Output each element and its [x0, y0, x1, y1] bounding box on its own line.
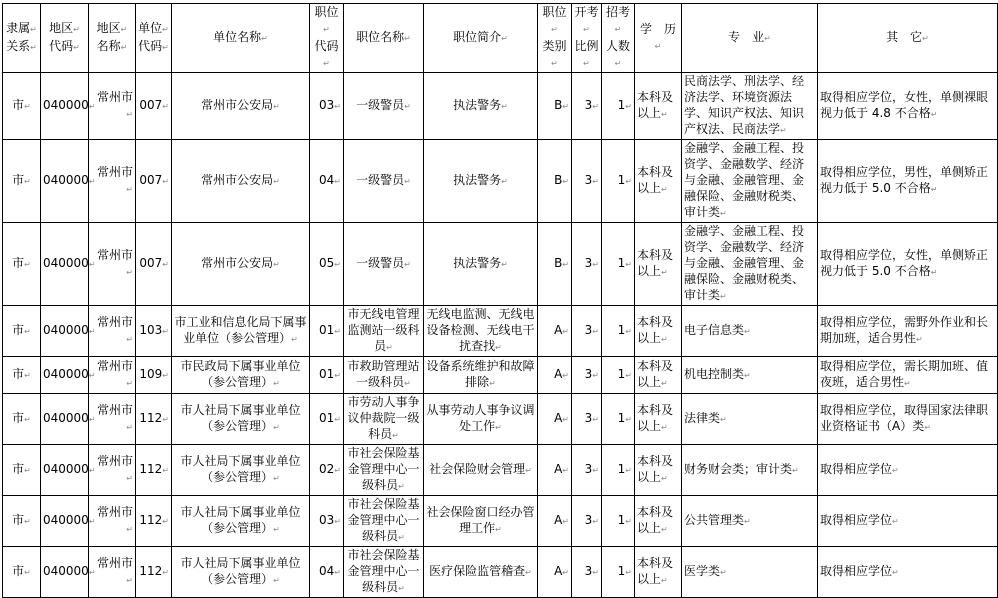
cell-position-brief: 执法警务↵ [424, 223, 538, 306]
cell-position-category: A↵ [538, 394, 572, 445]
header-position-name: 职位名称↵ [344, 4, 424, 73]
cell-other: 取得相应学位，需野外作业和长期加班，适合男性↵ [818, 306, 998, 357]
cell-exam-ratio: 3↵ [572, 445, 602, 496]
cell-unit-name: 市人社局下属事业单位（参公管理）↵ [172, 547, 310, 598]
cell-exam-ratio: 3↵ [572, 73, 602, 140]
cell-position-category: A↵ [538, 357, 572, 394]
cell-unit-name: 市民政局下属事业单位（参公管理）↵ [172, 357, 310, 394]
cell-education: 本科及以上↵ [635, 306, 682, 357]
cell-unit-name: 市人社局下属事业单位（参公管理）↵ [172, 445, 310, 496]
cell-unit-name: 常州市公安局↵ [172, 223, 310, 306]
header-unit-code: 单位↵ 代码↵ [136, 4, 172, 73]
cell-region-code: 040000↵ [41, 547, 89, 598]
cell-region-code: 040000↵ [41, 223, 89, 306]
cell-region-name: 常州市↵ [89, 445, 136, 496]
table-row [3, 306, 998, 357]
cell-position-category: A↵ [538, 306, 572, 357]
cell-region-name: 常州市↵ [89, 547, 136, 598]
cell-affiliation: 市↵ [3, 496, 41, 547]
cell-other: 取得相应学位，需长期加班、值夜班，适合男性↵ [818, 357, 998, 394]
cell-education: 本科及以上↵ [635, 445, 682, 496]
header-hire-count: 招考↵ 人数↵ [602, 4, 635, 73]
cell-region-code: 040000↵ [41, 140, 89, 223]
cell-hire-count: 1↵ [602, 140, 635, 223]
cell-position-code: 05↵ [310, 223, 344, 306]
cell-affiliation: 市↵ [3, 223, 41, 306]
cell-exam-ratio: 3↵ [572, 496, 602, 547]
cell-position-code: 03↵ [310, 73, 344, 140]
cell-region-code: 040000↵ [41, 394, 89, 445]
cell-unit-code: 112↵ [136, 445, 172, 496]
cell-unit-name: 市人社局下属事业单位（参公管理）↵ [172, 394, 310, 445]
cell-unit-code: 109↵ [136, 357, 172, 394]
cell-education: 本科及以上↵ [635, 496, 682, 547]
cell-position-name: 市社会保险基金管理中心一级科员↵ [344, 445, 424, 496]
cell-unit-name: 常州市公安局↵ [172, 140, 310, 223]
table-row [3, 223, 998, 306]
cell-unit-code: 007↵ [136, 223, 172, 306]
cell-region-name: 常州市↵ [89, 73, 136, 140]
cell-other: 取得相应学位，取得国家法律职业资格证书（A）类↵ [818, 394, 998, 445]
cell-unit-code: 112↵ [136, 547, 172, 598]
header-region-code: 地区↵ 代码↵ [41, 4, 89, 73]
cell-position-name: 一级警员↵ [344, 140, 424, 223]
cell-position-brief: 设备系统维护和故障排除↵ [424, 357, 538, 394]
cell-major: 公共管理类↵ [682, 496, 818, 547]
cell-major: 金融学、金融工程、投资学、金融数学、经济与金融、金融管理、金融保险、金融财税类、审计类↵ [682, 223, 818, 306]
cell-affiliation: 市↵ [3, 445, 41, 496]
cell-major: 法律类↵ [682, 394, 818, 445]
table-row [3, 73, 998, 140]
cell-position-code: 02↵ [310, 445, 344, 496]
cell-other: 取得相应学位↵ [818, 445, 998, 496]
header-position-category: 职位↵ 类别↵ [538, 4, 572, 73]
table-row [3, 140, 998, 223]
cell-major: 机电控制类↵ [682, 357, 818, 394]
header-position-brief: 职位简介↵ [424, 4, 538, 73]
table-row [3, 547, 998, 598]
cell-major: 金融学、金融工程、投资学、金融数学、经济与金融、金融管理、金融保险、金融财税类、审计类↵ [682, 140, 818, 223]
header-region-name: 地区↵ 名称↵ [89, 4, 136, 73]
cell-exam-ratio: 3↵ [572, 357, 602, 394]
header-other: 其 它↵ [818, 4, 998, 73]
cell-affiliation: 市↵ [3, 140, 41, 223]
cell-position-category: B↵ [538, 140, 572, 223]
cell-unit-code: 007↵ [136, 73, 172, 140]
cell-position-name: 市救助管理站一级科员↵ [344, 357, 424, 394]
header-exam-ratio: 开考↵ 比例↵ [572, 4, 602, 73]
cell-position-code: 04↵ [310, 140, 344, 223]
cell-hire-count: 1↵ [602, 496, 635, 547]
cell-hire-count: 1↵ [602, 394, 635, 445]
cell-hire-count: 1↵ [602, 306, 635, 357]
cell-position-category: A↵ [538, 445, 572, 496]
header-unit-name: 单位名称↵ [172, 4, 310, 73]
cell-exam-ratio: 3↵ [572, 140, 602, 223]
cell-unit-name: 常州市公安局↵ [172, 73, 310, 140]
cell-region-code: 040000↵ [41, 306, 89, 357]
cell-position-brief: 从事劳动人事争议调处工作↵ [424, 394, 538, 445]
cell-other: 取得相应学位，女性，单侧矫正视力低于 5.0 不合格↵ [818, 223, 998, 306]
cell-major: 财务财会类；审计类↵ [682, 445, 818, 496]
cell-position-name: 一级警员↵ [344, 223, 424, 306]
cell-major: 民商法学、刑法学、经济法学、环境资源法学、知识产权法、知识产权法、民商法学↵ [682, 73, 818, 140]
cell-position-name: 市社会保险基金管理中心一级科员↵ [344, 496, 424, 547]
cell-hire-count: 1↵ [602, 223, 635, 306]
cell-position-brief: 社会保险窗口经办管理工作↵ [424, 496, 538, 547]
cell-affiliation: 市↵ [3, 394, 41, 445]
cell-position-category: A↵ [538, 547, 572, 598]
cell-position-brief: 执法警务↵ [424, 140, 538, 223]
table-row [3, 357, 998, 394]
cell-exam-ratio: 3↵ [572, 306, 602, 357]
cell-position-brief: 无线电监测、无线电设备检测、无线电干扰查找↵ [424, 306, 538, 357]
cell-position-code: 04↵ [310, 547, 344, 598]
cell-exam-ratio: 3↵ [572, 223, 602, 306]
cell-education: 本科及以上↵ [635, 394, 682, 445]
cell-position-category: B↵ [538, 223, 572, 306]
cell-position-code: 01↵ [310, 357, 344, 394]
cell-position-name: 市劳动人事争议仲裁院一级科员↵ [344, 394, 424, 445]
cell-education: 本科及以上↵ [635, 223, 682, 306]
cell-exam-ratio: 3↵ [572, 394, 602, 445]
cell-region-code: 040000↵ [41, 496, 89, 547]
cell-region-code: 040000↵ [41, 445, 89, 496]
cell-hire-count: 1↵ [602, 357, 635, 394]
cell-position-name: 市社会保险基金管理中心一级科员↵ [344, 547, 424, 598]
cell-position-code: 01↵ [310, 306, 344, 357]
cell-region-name: 常州市↵ [89, 357, 136, 394]
cell-unit-name: 市工业和信息化局下属事业单位（参公管理）↵ [172, 306, 310, 357]
cell-other: 取得相应学位↵ [818, 496, 998, 547]
cell-exam-ratio: 3↵ [572, 547, 602, 598]
cell-position-code: 03↵ [310, 496, 344, 547]
cell-other: 取得相应学位↵ [818, 547, 998, 598]
cell-education: 本科及以上↵ [635, 140, 682, 223]
cell-unit-code: 007↵ [136, 140, 172, 223]
cell-position-brief: 社会保险财会管理↵ [424, 445, 538, 496]
cell-affiliation: 市↵ [3, 73, 41, 140]
cell-hire-count: 1↵ [602, 73, 635, 140]
cell-affiliation: 市↵ [3, 357, 41, 394]
cell-region-code: 040000↵ [41, 357, 89, 394]
cell-position-name: 市无线电管理监测站一级科员↵ [344, 306, 424, 357]
cell-other: 取得相应学位，男性，单侧矫正视力低于 5.0 不合格↵ [818, 140, 998, 223]
cell-affiliation: 市↵ [3, 306, 41, 357]
cell-other: 取得相应学位，女性，单侧裸眼视力低于 4.8 不合格↵ [818, 73, 998, 140]
header-major: 专 业↵ [682, 4, 818, 73]
cell-position-category: B↵ [538, 73, 572, 140]
cell-unit-code: 112↵ [136, 394, 172, 445]
cell-major: 医学类↵ [682, 547, 818, 598]
cell-education: 本科及以上↵ [635, 547, 682, 598]
header-row [3, 4, 998, 73]
cell-position-category: A↵ [538, 496, 572, 547]
cell-region-name: 常州市↵ [89, 223, 136, 306]
cell-region-name: 常州市↵ [89, 394, 136, 445]
cell-hire-count: 1↵ [602, 547, 635, 598]
cell-major: 电子信息类↵ [682, 306, 818, 357]
cell-unit-code: 112↵ [136, 496, 172, 547]
cell-education: 本科及以上↵ [635, 73, 682, 140]
cell-region-name: 常州市↵ [89, 496, 136, 547]
header-education: 学 历↵ [635, 4, 682, 73]
cell-hire-count: 1↵ [602, 445, 635, 496]
cell-region-name: 常州市↵ [89, 306, 136, 357]
cell-position-code: 01↵ [310, 394, 344, 445]
cell-unit-name: 市人社局下属事业单位（参公管理）↵ [172, 496, 310, 547]
cell-region-name: 常州市↵ [89, 140, 136, 223]
header-position-code: 职位↵ 代码↵ [310, 4, 344, 73]
cell-unit-code: 103↵ [136, 306, 172, 357]
cell-education: 本科及以上↵ [635, 357, 682, 394]
header-affiliation: 隶属↵ 关系↵ [3, 4, 41, 73]
table-row [3, 445, 998, 496]
table-row [3, 496, 998, 547]
cell-affiliation: 市↵ [3, 547, 41, 598]
cell-position-brief: 执法警务↵ [424, 73, 538, 140]
cell-position-name: 一级警员↵ [344, 73, 424, 140]
job-listing-table [2, 3, 998, 598]
table-row [3, 394, 998, 445]
cell-region-code: 040000↵ [41, 73, 89, 140]
cell-position-brief: 医疗保险监管稽查↵ [424, 547, 538, 598]
